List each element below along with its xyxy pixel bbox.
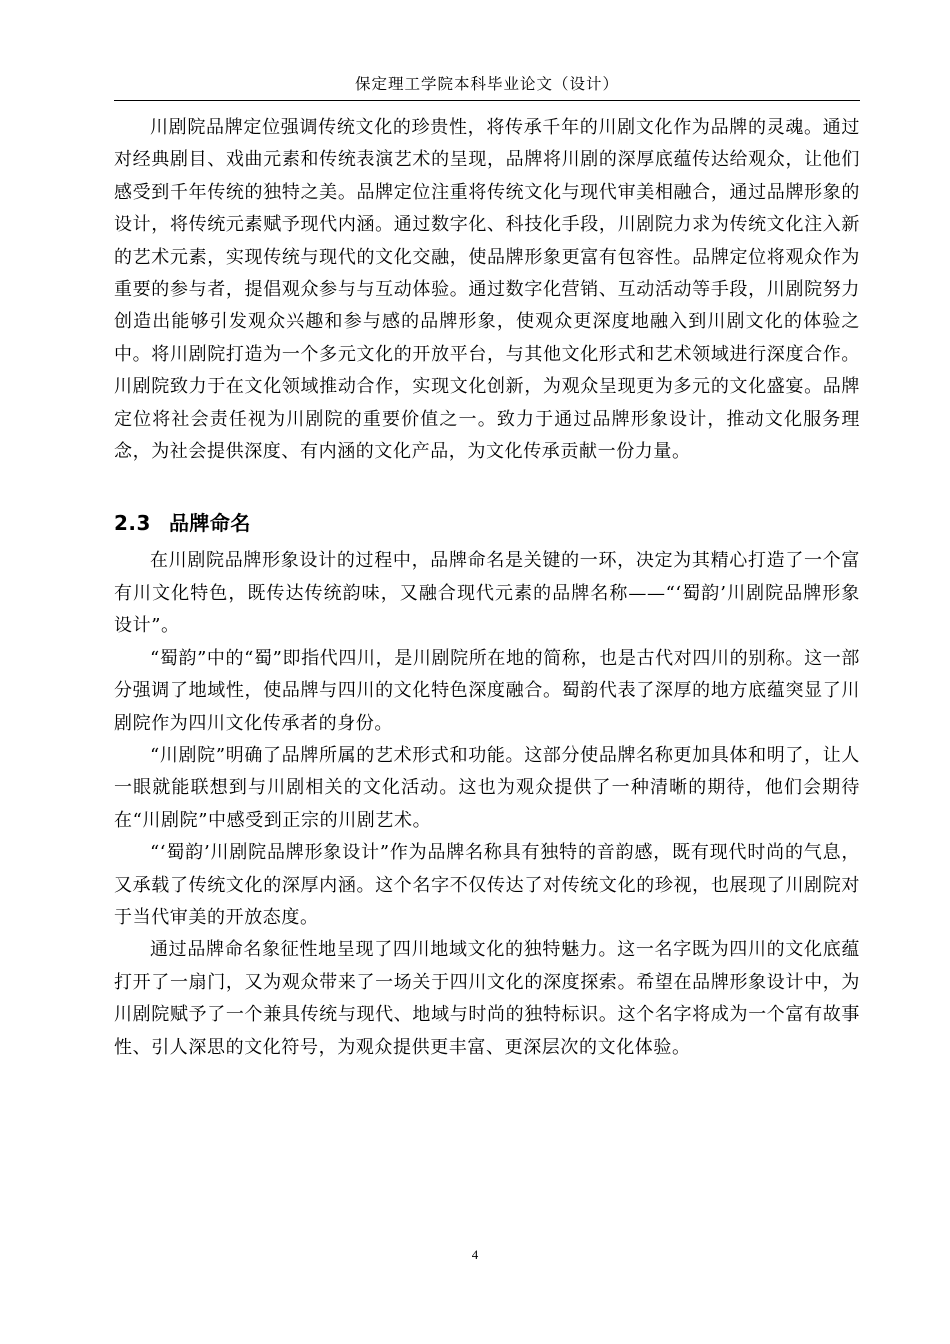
running-header: 保定理工学院本科毕业论文（设计） [354, 75, 619, 93]
page-body [114, 112, 860, 1064]
section-number: 2.3 [114, 511, 151, 536]
body-paragraph: 在川剧院品牌形象设计的过程中，品牌命名是关键的一环，决定为其精心打造了一个富有川文化特色，既传达传统韵味，又融合现代元素的品牌名称——“‘蜀韵’川剧院品牌形象设计”。 [114, 550, 860, 637]
body-paragraph: 川剧院品牌定位强调传统文化的珍贵性，将传承千年的川剧文化作为品牌的灵魂。通过对经典剧目、戏曲元素和传统表演艺术的呈现，品牌将川剧的深厚底蕴传达给观众，让他们感受到千年传统的独特之美。品牌定位注重将传统文化与现代审美相融合，通过品牌形象的设计，将传统元素赋予现代内涵。通过数字化、科技化手段，川剧院力求为传统文化注入新的艺术元素，实现传统与现代的文化交融，使品牌形象更富有包容性。品牌定位将观众作为重要的参与者，提倡观众参与与互动体验。通过数字化营销、互动活动等手段，川剧院努力创造出能够引发观众兴趣和参与感的品牌形象，使观众更深度地融入到川剧文化的体验之中。将川剧院打造为一个多元文化的开放平台，与其他文化形式和艺术领域进行深度合作。川剧院致力于在文化领域推动合作，实现文化创新，为观众呈现更为多元的文化盛宴。品牌定位将社会责任视为川剧院的重要价值之一。致力于通过品牌形象设计，推动文化服务理念，为社会提供深度、有内涵的文化产品，为文化传承贡献一份力量。 [114, 117, 860, 463]
body-paragraph: “‘蜀韵’川剧院品牌形象设计”作为品牌名称具有独特的音韵感，既有现代时尚的气息，又承载了传统文化的深厚内涵。这个名字不仅传达了对传统文化的珍视，也展现了川剧院对于当代审美的开放态度。 [114, 842, 860, 928]
body-paragraph: “川剧院”明确了品牌所属的艺术形式和功能。这部分使品牌名称更加具体和明了，让人一眼就能联想到与川剧相关的文化活动。这也为观众提供了一种清晰的期待，他们会期待在“川剧院”中感受到正宗的川剧艺术。 [114, 744, 860, 831]
section-title: 品牌命名 [168, 511, 251, 536]
page-number: 4 [471, 1247, 479, 1262]
section-heading [114, 505, 860, 541]
body-paragraph: “蜀韵”中的“蜀”即指代四川，是川剧院所在地的简称，也是古代对四川的别称。这一部分强调了地域性，使品牌与四川的文化特色深度融合。蜀韵代表了深厚的地方底蕴突显了川剧院作为四川文化传承者的身份。 [114, 647, 860, 734]
header-rule [114, 100, 860, 101]
body-paragraph: 通过品牌命名象征性地呈现了四川地域文化的独特魅力。这一名字既为四川的文化底蕴打开了一扇门，又为观众带来了一场关于四川文化的深度探索。希望在品牌形象设计中，为川剧院赋予了一个兼具传统与现代、地域与时尚的独特标识。这个名字将成为一个富有故事性、引人深思的文化符号，为观众提供更丰富、更深层次的文化体验。 [114, 939, 860, 1058]
